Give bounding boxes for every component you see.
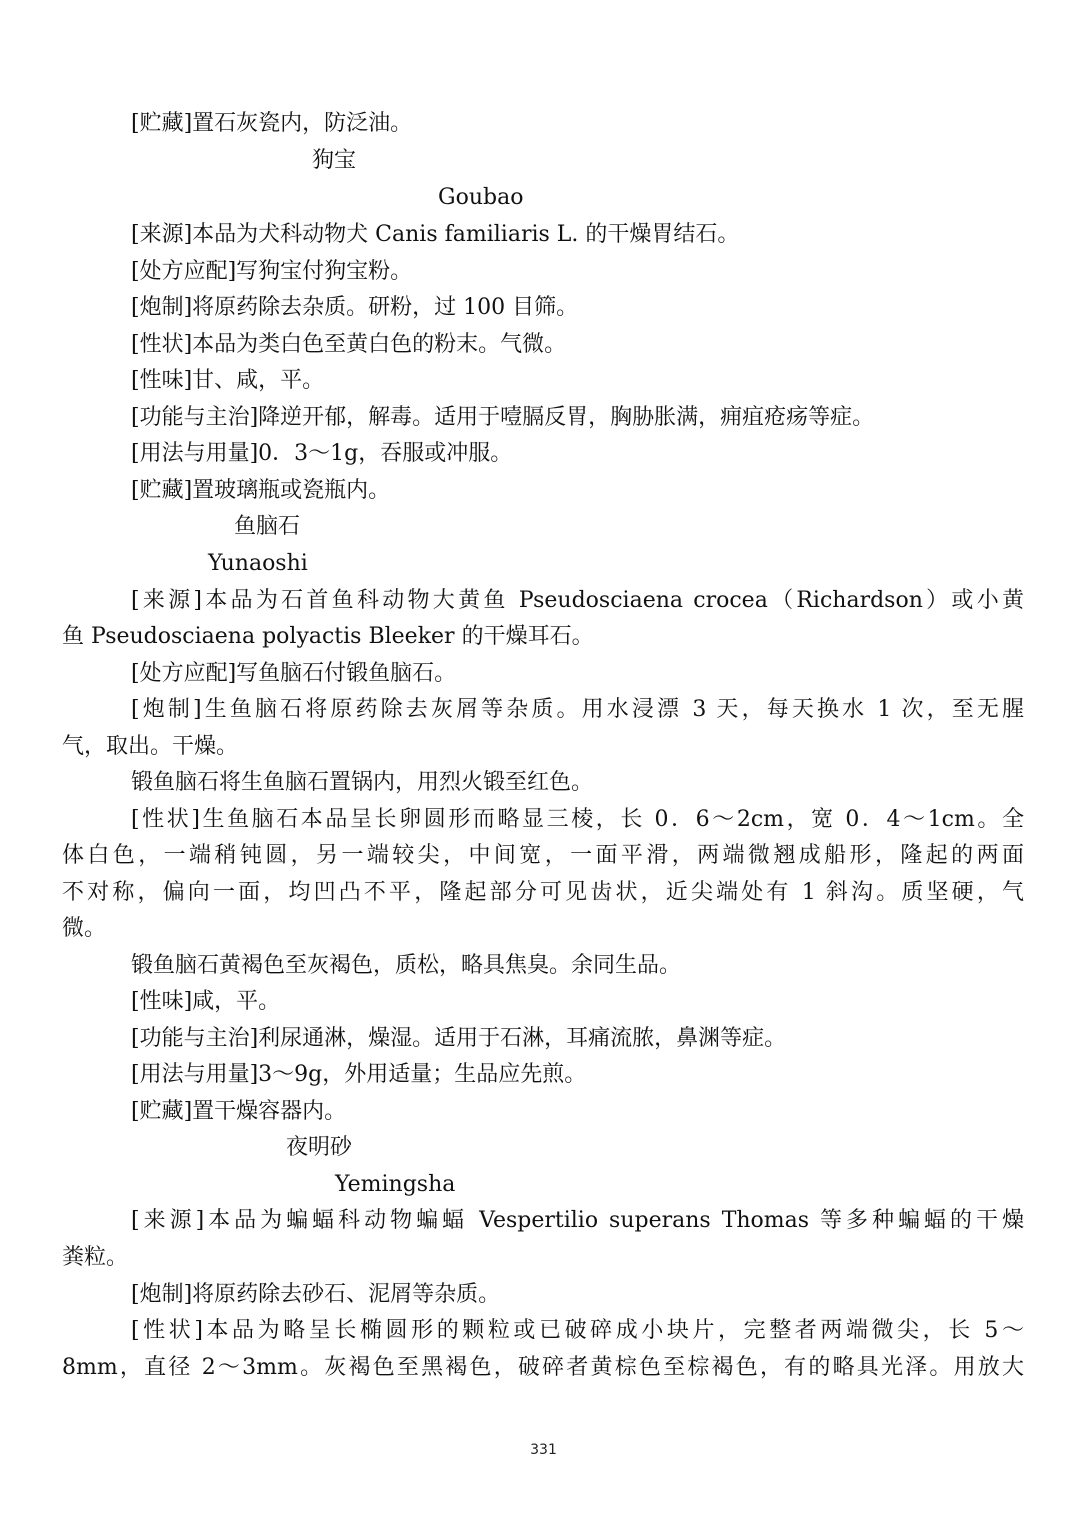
dosage-line: [用法与用量]0．3～1g，吞服或冲服。 <box>131 441 513 466</box>
entry-pinyin-yunaoshi: Yunaoshi <box>208 551 308 576</box>
taste-line: [性味]咸，平。 <box>131 989 281 1014</box>
function-line: [功能与主治]利尿通淋，燥湿。适用于石淋，耳痛流脓，鼻渊等症。 <box>131 1026 787 1051</box>
entry-title-goubao: 狗宝 <box>312 148 357 173</box>
processing-line: [炮制]生鱼脑石将原药除去灰屑等杂质。用水浸漂 3 天，每天换水 1 次，至无腥 <box>131 697 1024 722</box>
description-line-end: 微。 <box>62 916 107 941</box>
description-line-calcined: 锻鱼脑石黄褐色至灰褐色，质松，略具焦臭。余同生品。 <box>131 953 682 978</box>
page-number: 331 <box>530 1442 557 1458</box>
storage-line: [贮藏]置石灰瓷内，防泛油。 <box>131 111 413 136</box>
processing-line: [炮制]将原药除去砂石、泥屑等杂质。 <box>131 1282 501 1307</box>
taste-line: [性味]甘、咸，平。 <box>131 368 325 393</box>
function-line: [功能与主治]降逆开郁，解毒。适用于噎膈反胃，胸胁胀满，痈疽疮疡等症。 <box>131 405 875 430</box>
entry-title-yunaoshi: 鱼脑石 <box>234 514 301 539</box>
source-line: [来源]本品为犬科动物犬 Canis familiaris L. 的干燥胃结石。 <box>131 222 740 247</box>
description-line-continued: 8mm，直径 2～3mm。灰褐色至黑褐色，破碎者黄棕色至棕褐色，有的略具光泽。用放大 <box>62 1355 1024 1380</box>
description-line: [性状]本品为略呈长椭圆形的颗粒或已破碎成小块片，完整者两端微尖，长 5～ <box>131 1318 1024 1343</box>
source-line: [来源]本品为蝙蝠科动物蝙蝠 Vespertilio superans Thomas 等多种蝙蝠的干燥 <box>131 1208 1024 1233</box>
source-line-continued: 鱼 Pseudosciaena polyactis Bleeker 的干燥耳石。 <box>62 624 594 649</box>
processing-line-continued: 气，取出。干燥。 <box>62 734 239 759</box>
dosage-line: [用法与用量]3～9g，外用适量；生品应先煎。 <box>131 1062 587 1087</box>
storage-line: [贮藏]置干燥容器内。 <box>131 1099 347 1124</box>
storage-line: [贮藏]置玻璃瓶或瓷瓶内。 <box>131 478 391 503</box>
description-line-continued: 不对称，偏向一面，均凹凸不平，隆起部分可见齿状，近尖端处有 1 斜沟。质坚硬，气 <box>62 880 1024 905</box>
source-line-continued: 粪粒。 <box>62 1245 129 1270</box>
prescription-line: [处方应配]写鱼脑石付锻鱼脑石。 <box>131 661 457 686</box>
prescription-line: [处方应配]写狗宝付狗宝粉。 <box>131 259 413 284</box>
processing-line: [炮制]将原药除去杂质。研粉，过 100 目筛。 <box>131 295 579 320</box>
source-line: [来源]本品为石首鱼科动物大黄鱼 Pseudosciaena crocea（Richardson）或小黄 <box>131 588 1024 613</box>
description-line-continued: 体白色，一端稍钝圆，另一端较尖，中间宽，一面平滑，两端微翘成船形，隆起的两面 <box>62 843 1024 868</box>
description-line: [性状]生鱼脑石本品呈长卵圆形而略显三棱，长 0．6～2cm，宽 0．4～1cm。全 <box>131 807 1024 832</box>
entry-pinyin-goubao: Goubao <box>438 185 524 210</box>
description-line: [性状]本品为类白色至黄白色的粉末。气微。 <box>131 332 567 357</box>
entry-title-yemingsha: 夜明砂 <box>286 1135 353 1160</box>
processing-line-calcined: 锻鱼脑石将生鱼脑石置锅内，用烈火锻至红色。 <box>131 770 594 795</box>
entry-pinyin-yemingsha: Yemingsha <box>335 1172 456 1197</box>
